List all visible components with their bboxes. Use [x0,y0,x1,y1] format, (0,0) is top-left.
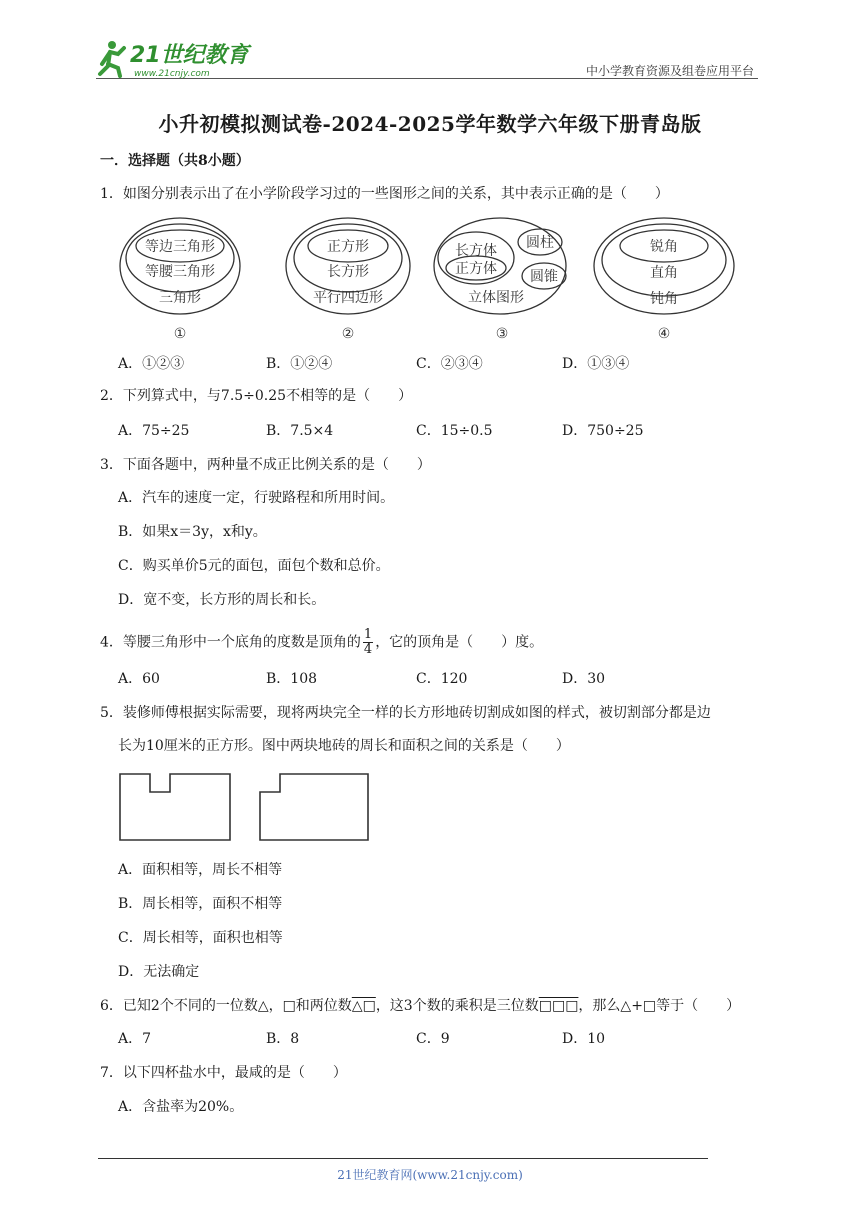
footer-divider [98,1158,708,1159]
q6-option-c: C．9 [416,1031,450,1047]
q2-option-d: D．750÷25 [562,423,644,439]
d3-label: ③ [495,326,509,342]
d3-cylinder: 圆柱 [526,235,554,251]
logo-text: 21世纪教育 [130,43,249,68]
platform-label: 中小学教育资源及组卷应用平台 [585,64,754,78]
logo-url: www.21cnjy.com [134,69,210,79]
d3-cone: 圆锥 [530,269,558,285]
q2-option-b: B．7.5×4 [266,423,334,439]
q4-stem-end: ，它的顶角是（ ）度。 [375,634,544,651]
d4-inner: 锐角 [650,239,678,255]
question-4-stem [100,628,543,657]
q1-option-d: D．①③④ [562,356,630,372]
d3-cuboid: 长方体 [455,243,497,259]
q5-option-c: C．周长相等，面积也相等 [118,930,283,946]
q3-option-a: A．汽车的速度一定，行驶路程和所用时间。 [118,490,395,506]
question-7-stem: 7．以下四杯盐水中，最咸的是（ ） [100,1065,347,1081]
runner-icon [100,41,124,76]
q4-option-d: D．30 [562,671,606,687]
header-divider [96,78,758,79]
question-2-stem: 2．下列算式中，与7.5÷0.25不相等的是（ ） [100,388,413,404]
two-digit-number: △□ [351,998,376,1014]
venn-diagram-2 [286,218,410,342]
q5-option-d: D．无法确定 [118,964,200,980]
footer-link[interactable]: 21世纪教育网(www.21cnjy.com) [337,1168,523,1182]
q7-option-a: A．含盐率为20%。 [118,1099,244,1115]
venn-diagram-1 [120,218,240,342]
d1-outer: 三角形 [159,290,201,306]
d3-outer: 立体图形 [468,290,524,306]
q3-option-d: D．宽不变，长方形的周长和长。 [118,592,326,608]
question-5-figure [118,768,378,844]
site-logo [96,36,266,82]
d1-middle: 等腰三角形 [145,264,215,280]
q2-option-a: A．75÷25 [118,423,190,439]
d2-label: ② [341,326,355,342]
q6-option-d: D．10 [562,1031,606,1047]
d2-inner: 正方形 [327,239,369,255]
question-5-stem-line1: 5．装修师傅根据实际需要，现将两块完全一样的长方形地砖切割成如图的样式，被切割部分都是边 [100,705,711,721]
page-title: 小升初模拟测试卷-2024-2025学年数学六年级下册青岛版 [158,112,702,136]
q2-option-c: C．15÷0.5 [416,423,493,439]
q6-option-b: B．8 [266,1031,300,1047]
q6-option-a: A．7 [118,1031,152,1047]
d1-label: ① [173,326,187,342]
d4-middle: 直角 [650,265,678,281]
q4-option-b: B．108 [266,671,318,687]
q5-option-a: A．面积相等，周长不相等 [118,862,283,878]
question-1-stem: 1．如图分别表示出了在小学阶段学习过的一些图形之间的关系，其中表示正确的是（ ） [100,186,669,202]
d2-outer: 平行四边形 [313,290,383,306]
q4-option-c: C．120 [416,671,468,687]
tile-notch-corner [260,774,368,840]
q5-option-b: B．周长相等，面积不相等 [118,896,283,912]
question-5-stem-line2: 长为10厘米的正方形。图中两块地砖的周长和面积之间的关系是（ ） [118,738,570,754]
question-6-stem: 6．已知2个不同的一位数△，□和两位数△□，这3个数的乘积是三位数□□□，那么△+□等于（ ） [100,998,741,1014]
q4-fraction: $\frac{1}{4}$ [363,627,373,657]
d4-label: ④ [657,326,671,342]
question-1-figure [118,214,744,344]
venn-diagram-4 [594,218,734,342]
q1-option-a: A．①②③ [118,356,185,372]
tile-notch-top [120,774,230,840]
venn-diagram-3 [434,218,566,342]
q4-stem-start: 4．等腰三角形中一个底角的度数是顶角的 [100,634,361,651]
q4-option-a: A．60 [118,671,160,687]
d1-inner: 等边三角形 [145,239,215,255]
d4-outer: 钝角 [650,291,678,307]
q3-option-c: C．购买单价5元的面包，面包个数和总价。 [118,558,390,574]
three-digit-number: □□□ [538,998,579,1014]
section-heading: 一．选择题（共8小题） [100,153,250,169]
q1-option-c: C．②③④ [416,356,483,372]
question-3-stem: 3．下面各题中，两种量不成正比例关系的是（ ） [100,457,431,473]
q1-option-b: B．①②④ [266,356,333,372]
d2-middle: 长方形 [327,264,369,280]
d3-cube: 正方体 [455,261,497,277]
q3-option-b: B．如果x＝3y，x和y。 [118,524,267,540]
